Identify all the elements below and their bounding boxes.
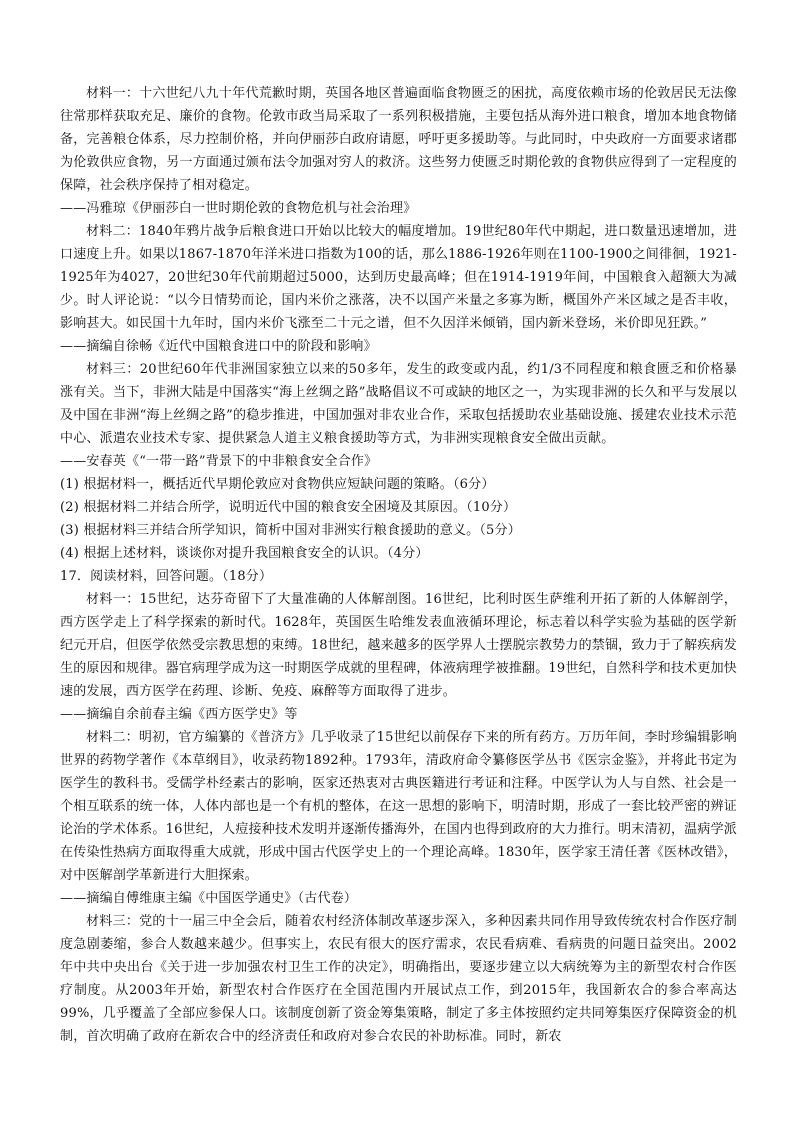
material-1-text: 材料一：十六世纪八九十年代荒歉时期，英国各地区普遍面临食物匮乏的困扰，高度依赖市场的伦敦居民无法像往常那样获取充足、廉价的食物。伦敦市政当局采取了一系列积极措施，主要包括从海外进口粮食，增加本地食物储备，完善粮仓体系，尽力控制价格，并向伊丽莎白政府请愿，呼吁更多援助等。与此同时，中央政府一方面要求诸郡为伦敦供应食物，另一方面通过颁布法令加强对穷人的救济。这些努力使匮乏时期伦敦的食物供应得到了一定程度的保障，社会秩序保持了相对稳定。: [60, 86, 737, 193]
material-5-source: ——摘编自傅维康主编《中国医学通史》（古代卷）: [60, 891, 358, 906]
material-4-source: ——摘编自余前春主编《西方医学史》等: [60, 707, 298, 722]
material-2-source: ——摘编自徐畅《近代中国粮食进口中的阶段和影响》: [60, 339, 377, 354]
material-5-text: 材料二：明初，官方编纂的《普济方》几乎收录了15世纪以前保存下来的所有药方。万历年间，李时珍编辑影响世界的药物学著作《本草纲目》，收录药物1892种。1793年，清政府命令纂修医学丛书《医宗金鉴》，并将此书定为医学生的教科书。受儒学朴经素古的影响，医家还热衷对古典医籍进行考证和注释。中医学认为人与自然、社会是一个相互联系的统一体，人体内部也是一个有机的整体，在这一思想的影响下，明清时期，形成了一套比较严密的辨证论治的学术体系。16世纪，人痘接种技术发明并逐渐传播海外，在国内也得到政府的大力推行。明末清初，温病学派在传染性热病方面取得重大成就，形成中国古代医学史上的一个理论高峰。1830年，医学家王清任著《医林改错》，对中医解剖学革新进行大胆探索。: [60, 730, 737, 883]
material-6-text: 材料三：党的十一届三中全会后，随着农村经济体制改革逐步深入，多种因素共同作用导致传统农村合作医疗制度急剧萎缩，参合人数越来越少。但事实上，农民有很大的医疗需求，农民看病难、看病贵的问题日益突出。2002年中共中央出台《关于进一步加强农村卫生工作的决定》，明确指出，要逐步建立以大病统筹为主的新型农村合作医疗制度。从2003年开始，新型农村合作医疗在全国范围内开展试点工作，到2015年，我国新农合的参合率高达99%，几乎覆盖了全部应参保人口。该制度创新了资金筹集策略，制定了多主体按照约定共同筹集医疗保障资金的机制，首次明确了政府在新农合中的经济责任和政府对参合农民的补助标准。同时，新农: [60, 914, 737, 1044]
question-2: (2) 根据材料二并结合所学，说明近代中国的粮食安全困境及其原因。（10分）: [60, 500, 517, 515]
question-3: (3) 根据材料三并结合所学知识，简析中国对非洲实行粮食援助的意义。（5分）: [60, 523, 521, 538]
material-3-source: ——安春英《“一带一路”背景下的中非粮食安全合作》: [60, 454, 378, 469]
question-1: (1) 根据材料一，概括近代早期伦敦应对食物供应短缺问题的策略。（6分）: [60, 477, 495, 492]
question-17-heading: 17．阅读材料，回答问题。（18分）: [60, 569, 273, 584]
material-1-source: ——冯雅琼《伊丽莎白一世时期伦敦的食物危机与社会治理》: [60, 201, 417, 216]
question-4: (4) 根据上述材料，谈谈你对提升我国粮食安全的认识。（4分）: [60, 546, 429, 561]
material-2-text: 材料二：1840年鸦片战争后粮食进口开始以比较大的幅度增加。19世纪80年代中期起，进口数量迅速增加，进口速度上升。如果以1867-1870年洋米进口指数为100的话，那么1886-1926年则在1100-1900之间徘徊，1921-1925年为4027，20世纪30年代前期超过5000，达到历史最高峰；但在1914-1919年间，中国粮食入超额大为减少。时人评论说：“以今日情势而论，国内米价之涨落，决不以国产米量之多寡为断，概国外产米区域之是否丰收，影响甚大。如民国十九年时，国内米价飞涨至二十元之谱，但不久因洋米倾销，国内新米登场，米价即见狂跌。”: [60, 224, 737, 331]
material-4-text: 材料一：15世纪，达芬奇留下了大量准确的人体解剖图。16世纪，比利时医生萨维利开拓了新的人体解剖学，西方医学走上了科学探索的新时代。1628年，英国医生哈维发表血液循环理论，标志着以科学实验为基础的医学新纪元开启，但医学依然受宗教思想的束缚。18世纪，越来越多的医学界人士摆脱宗教势力的禁锢，致力于了解疾病发生的原因和规律。器官病理学成为这一时期医学成就的里程碑，体液病理学被推翻。19世纪，自然科学和技术更加快速的发展，西方医学在药理、诊断、免疫、麻醉等方面取得了进步。: [60, 592, 737, 699]
material-3-text: 材料三：20世纪60年代非洲国家独立以来的50多年，发生的政变或内乱，约1/3不同程度和粮食匮乏和价格暴涨有关。当下，非洲大陆是中国落实“海上丝绸之路”战略倡议不可或缺的地区之一，为实现非洲的长久和平与发展以及中国在非洲“海上丝绸之路”的稳步推进，中国加强对非农业合作，采取包括援助农业基础设施、援建农业技术示范中心、派遣农业技术专家、提供紧急人道主义粮食援助等方式，为非洲实现粮食安全做出贡献。: [60, 362, 737, 446]
